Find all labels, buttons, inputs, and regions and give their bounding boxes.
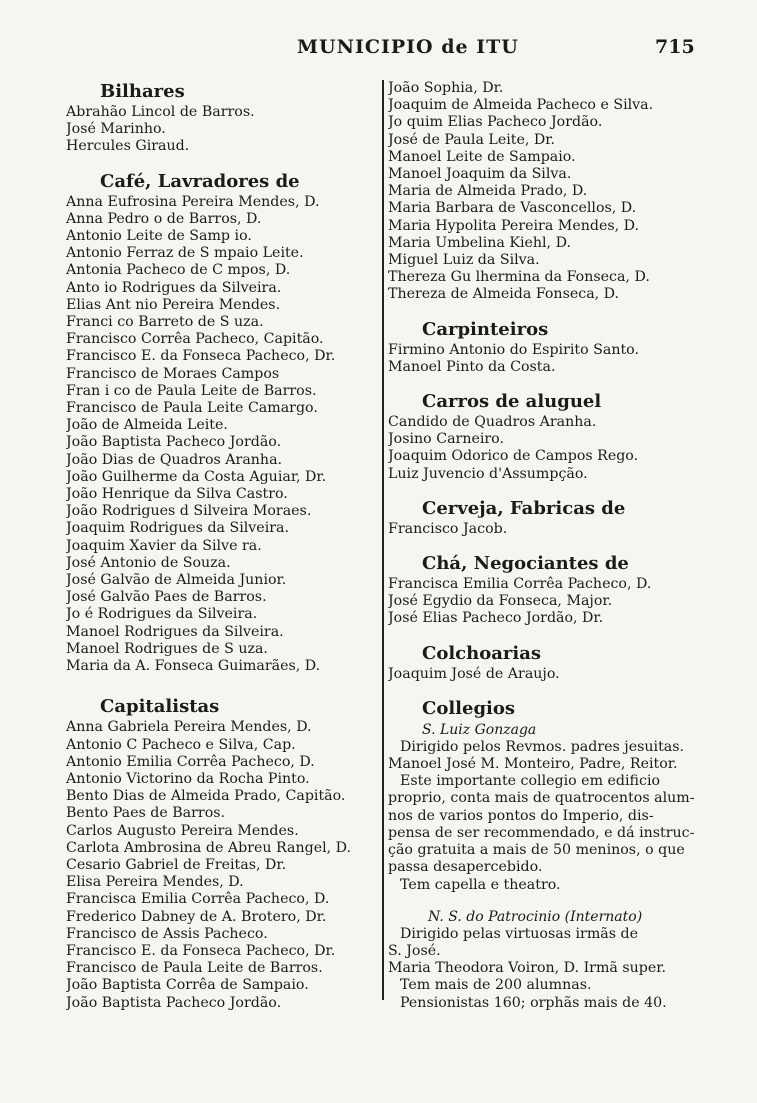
section-title-carpinteiros: Carpinteiros [422,318,549,340]
list-item: Joaquim Odorico de Campos Rego. [388,448,639,465]
list-item: Antonio C Pacheco e Silva, Cap. [66,736,296,753]
list-item: Maria Hypolita Pereira Mendes, D. [388,217,640,234]
list-item: Francisco de Paula Leite de Barros. [66,960,323,977]
list-item: Francisco E. da Fonseca Pacheco, Dr. [66,942,336,959]
list-item: Joaquim Rodrigues da Silveira. [66,520,289,537]
text-line: Manoel José M. Monteiro, Padre, Reitor. [388,756,678,773]
subsection-title-patrocinio: N. S. do Patrocinio (Internato) [428,908,643,925]
list-item: Carlota Ambrosina de Abreu Rangel, D. [66,839,352,856]
section-list-capitalistas [66,719,378,1011]
list-item: Francisca Emilia Corrêa Pacheco, D. [66,891,330,908]
section-list-cafe [66,194,378,676]
section-list-cha [388,576,733,628]
text-line: proprio, conta mais de quatrocentos alum- [388,790,695,807]
list-item: Antonio Victorino da Rocha Pinto. [66,770,310,787]
list-item: Antonia Pacheco de C mpos, D. [66,262,291,279]
list-item: Cesario Gabriel de Freitas, Dr. [66,856,287,873]
list-item: Francisco de Assis Pacheco. [66,925,268,942]
list-item: João Rodrigues d Silveira Moraes. [66,503,312,520]
list-item: Bento Dias de Almeida Prado, Capitão. [66,788,346,805]
list-item: João de Almeida Leite. [66,417,228,434]
list-item: José Elias Pacheco Jordão, Dr. [388,610,604,627]
section-list-colchoarias [388,666,733,683]
list-item: Anna Gabriela Pereira Mendes, D. [66,719,312,736]
list-item: Manoel Rodrigues de S uza. [66,640,268,657]
list-item: Anna Eufrosina Pereira Mendes, D. [66,193,320,210]
text-line: Pensionistas 160; orphãs mais de 40. [400,994,667,1011]
list-item: Antonio Ferraz de S mpaio Leite. [66,245,304,262]
list-item: Francisco Corrêa Pacheco, Capitão. [66,331,324,348]
text-line: Este importante collegio em edificio [400,773,661,790]
list-item: Jo é Rodrigues da Silveira. [66,606,258,623]
list-item: Manoel Rodrigues da Silveira. [66,623,284,640]
section-list-carpinteiros [388,342,733,376]
section-title-cerveja: Cerveja, Fabricas de [422,497,626,519]
list-item: Candido de Quadros Aranha. [388,414,597,431]
text-line: Tem capella e theatro. [400,876,561,893]
list-item: Thereza de Almeida Fonseca, D. [388,286,620,303]
text-line: Maria Theodora Voiron, D. Irmã super. [388,960,667,977]
text-line: passa desapercebido. [388,859,543,876]
section-title-carros: Carros de aluguel [422,391,602,413]
list-item: Franci co Barreto de S uza. [66,314,264,331]
list-item: João Dias de Quadros Aranha. [66,451,283,468]
text-line: Dirigido pelas virtuosas irmãs de [400,925,638,942]
text-line: Dirigido pelos Revmos. padres jesuitas. [400,738,685,755]
list-item: Joaquim José de Araujo. [388,665,560,682]
list-item: Miguel Luiz da Silva. [388,252,540,269]
list-item: Francisco de Moraes Campos [66,365,280,382]
list-item: José de Paula Leite, Dr. [388,131,555,148]
list-item: Elias Ant nio Pereira Mendes. [66,296,281,313]
list-item: José Marinho. [66,121,166,138]
section-title-collegios: Collegios [422,697,516,719]
list-item: Manoel Leite de Sampaio. [388,148,576,165]
list-item: Joaquim Xavier da Silve ra. [66,537,262,554]
section-title-capitalistas: Capitalistas [100,696,220,718]
column-divider [382,80,384,1000]
list-item: João Baptista Pacheco Jordão. [66,994,282,1011]
list-item: Firmino Antonio do Espirito Santo. [388,341,639,358]
list-item: João Baptista Corrêa de Sampaio. [66,977,309,994]
section-list-cafe-continued [388,80,733,304]
page-header [0,36,757,62]
list-item: Joaquim de Almeida Pacheco e Silva. [388,97,654,114]
text-line: pensa de ser recommendado, e dá instruc- [388,824,695,841]
list-item: Abrahão Lincol de Barros. [66,104,255,120]
list-item: Bento Paes de Barros. [66,805,226,822]
list-item: Francisca Emilia Corrêa Pacheco, D. [388,576,652,593]
paragraph-sao-luiz [388,739,733,894]
list-item: José Galvão Paes de Barros. [66,589,267,606]
section-title-bilhares: Bilhares [100,81,185,102]
running-title: MUNICIPIO de ITU [297,36,519,58]
list-item: João Guilherme da Costa Aguiar, Dr. [66,468,327,485]
list-item: Carlos Augusto Pereira Mendes. [66,822,299,839]
list-item: José Galvão de Almeida Junior. [66,572,287,589]
list-item: Anto io Rodrigues da Silveira. [66,279,282,296]
list-item: Maria da A. Fonseca Guimarães, D. [66,658,321,675]
list-item: Antonio Leite de Samp io. [66,228,252,245]
list-item: Hercules Giraud. [66,138,190,155]
section-list-carros [388,414,733,483]
right-column [388,80,733,1012]
list-item: Frederico Dabney de A. Brotero, Dr. [66,908,327,925]
list-item: Francisco de Paula Leite Camargo. [66,400,318,417]
list-item: Maria Umbelina Kiehl, D. [388,234,571,251]
section-list-bilhares [66,104,378,156]
section-list-cerveja [388,521,733,538]
subsection-title-sao-luiz: S. Luiz Gonzaga [422,721,537,738]
section-title-colchoarias: Colchoarias [422,642,542,664]
section-title-cafe: Café, Lavradores de [100,170,300,192]
list-item: Josino Carneiro. [388,431,504,448]
list-item: José Egydio da Fonseca, Major. [388,593,613,610]
paragraph-patrocinio [388,926,733,1012]
left-column [66,80,378,1012]
list-item: Fran i co de Paula Leite de Barros. [66,382,317,399]
list-item: Francisco Jacob. [388,520,508,537]
list-item: João Sophia, Dr. [388,80,504,96]
list-item: Luiz Juvencio d'Assumpção. [388,465,588,482]
list-item: Elisa Pereira Mendes, D. [66,874,244,891]
list-item: Francisco E. da Fonseca Pacheco, Dr. [66,348,336,365]
list-item: Maria Barbara de Vasconcellos, D. [388,200,637,217]
list-item: Thereza Gu lhermina da Fonseca, D. [388,269,650,286]
list-item: Anna Pedro o de Barros, D. [66,210,262,227]
list-item: Manoel Joaquim da Silva. [388,166,572,183]
list-item: João Henrique da Silva Castro. [66,486,288,503]
page-number: 715 [655,36,695,58]
list-item: José Antonio de Souza. [66,554,231,571]
list-item: Maria de Almeida Prado, D. [388,183,588,200]
text-line: ção gratuita a mais de 50 meninos, o que [388,842,685,859]
list-item: Antonio Emilia Corrêa Pacheco, D. [66,753,315,770]
text-line: Tem mais de 200 alumnas. [400,977,592,994]
list-item: João Baptista Pacheco Jordão. [66,434,282,451]
section-title-cha: Chá, Negociantes de [422,553,629,575]
list-item: Jo quim Elias Pacheco Jordão. [388,114,603,131]
text-line: S. José. [388,942,441,959]
text-line: nos de varios pontos do Imperio, dis- [388,807,654,824]
list-item: Manoel Pinto da Costa. [388,358,556,375]
